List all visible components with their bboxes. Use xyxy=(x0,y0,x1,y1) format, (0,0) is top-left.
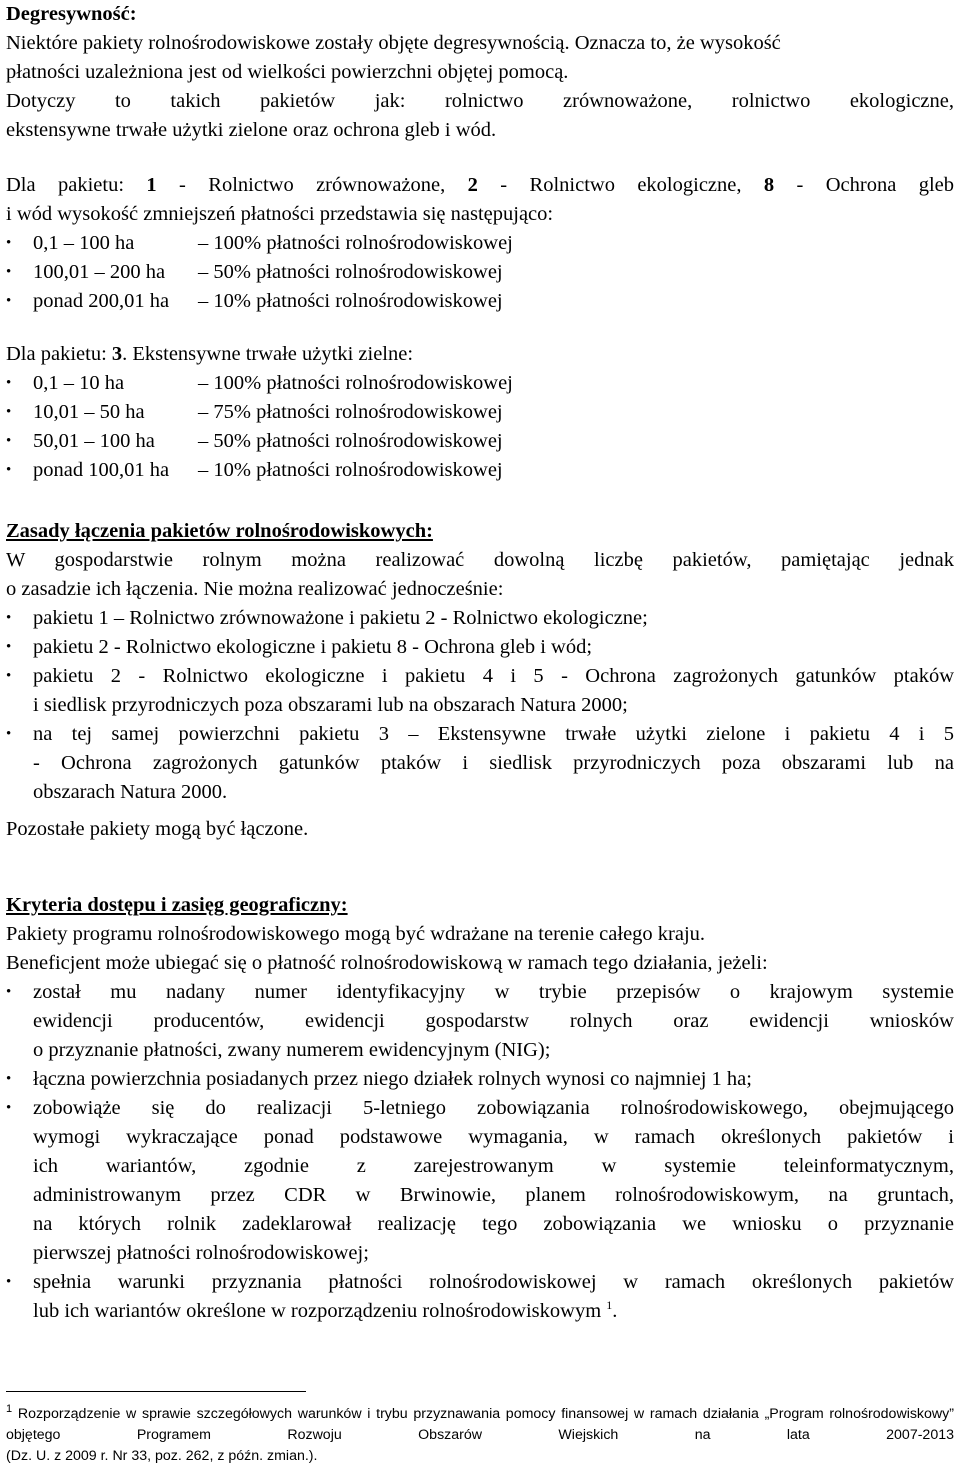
intro-text: Dla pakietu: xyxy=(6,174,147,196)
list-item xyxy=(6,1268,954,1326)
bullet-icon: • xyxy=(6,1071,12,1087)
list-item xyxy=(6,1094,954,1268)
paragraph-line: W gospodarstwie rolnym można realizować dowolną liczbę pakietów, pamiętając jednak xyxy=(6,549,954,571)
footnote-line: objętego Programem Rozwoju Obszarów Wiejskich na lata 2007-2013 xyxy=(6,1427,954,1443)
list-item-text-part: lub ich wariantów określone w rozporządzeniu rolnośrodowiskowym xyxy=(33,1300,602,1322)
list-item xyxy=(6,427,954,456)
list-item xyxy=(6,720,954,807)
package-number: 2 xyxy=(467,174,478,196)
list-item-text: ich wariantów, zgodnie z zarejestrowanym w systemie teleinformatycznym, xyxy=(33,1155,954,1177)
section-heading: Zasady łączenia pakietów rolnośrodowiskowych: xyxy=(6,520,433,542)
payment-share: – 50% płatności rolnośrodowiskowej xyxy=(198,261,503,283)
intro-text: . Ekstensywne trwałe użytki zielne: xyxy=(122,343,414,365)
list-item xyxy=(6,978,954,1065)
list-item-text: pakietu 2 - Rolnictwo ekologiczne i pakietu 4 i 5 - Ochrona zagrożonych gatunków ptaków xyxy=(33,665,954,687)
list-item-text: zobowiąże się do realizacji 5-letniego zobowiązania rolnośrodowiskowego, obejmującego xyxy=(33,1097,954,1119)
intro-text: - Rolnictwo ekologiczne, xyxy=(477,174,764,196)
payment-share: – 100% płatności rolnośrodowiskowej xyxy=(198,372,513,394)
list-item xyxy=(6,229,954,258)
area-range: ponad 100,01 ha xyxy=(33,459,170,481)
list-item-text: łączna powierzchnia posiadanych przez niego działek rolnych wynosi co najmniej 1 ha; xyxy=(33,1068,752,1090)
list-item-text: został mu nadany numer identyfikacyjny w trybie przepisów o krajowym systemie xyxy=(33,981,954,1003)
area-range: ponad 200,01 ha xyxy=(33,290,170,312)
package-number: 3 xyxy=(111,343,123,365)
list-item-text-part: . xyxy=(612,1300,618,1322)
list-item-text: o przyznanie płatności, zwany numerem ewidencyjnym (NIG); xyxy=(33,1039,551,1061)
payment-share: – 10% płatności rolnośrodowiskowej xyxy=(198,459,503,481)
list-item-text: wymogi wykraczające ponad podstawowe wymagania, w ramach określonych pakietów i xyxy=(33,1126,954,1148)
intro-text: Dla pakietu: xyxy=(6,343,112,365)
list-item-text: i siedlisk przyrodniczych poza obszarami lub na obszarach Natura 2000; xyxy=(33,694,628,716)
list-item-text: administrowanym przez CDR w Brwinowie, planem rolnośrodowiskowym, na gruntach, xyxy=(33,1184,954,1206)
footnote-marker: 1 xyxy=(6,1403,13,1415)
list-item xyxy=(6,287,954,316)
bullet-icon: • xyxy=(6,264,12,280)
section-packages-1-2-8 xyxy=(6,171,954,316)
section-heading: Kryteria dostępu i zasięg geograficzny: xyxy=(6,894,348,916)
list-item xyxy=(6,1065,954,1094)
payment-share: – 100% płatności rolnośrodowiskowej xyxy=(198,232,513,254)
bullet-icon: • xyxy=(6,610,12,626)
intro-text: - Ochrona gleb xyxy=(774,174,955,196)
section-degresywnosc xyxy=(6,0,954,145)
paragraph-line: płatności uzależniona jest od wielkości powierzchni objętej pomocą. xyxy=(6,61,569,83)
list-item xyxy=(6,456,954,485)
bullet-icon: • xyxy=(6,433,12,449)
bullet-icon: • xyxy=(6,375,12,391)
payment-share: – 75% płatności rolnośrodowiskowej xyxy=(198,401,503,423)
package-number: 8 xyxy=(763,174,775,196)
area-range: 50,01 – 100 ha xyxy=(33,430,155,452)
area-range: 0,1 – 100 ha xyxy=(33,232,135,254)
list-item xyxy=(6,633,954,662)
area-range: 100,01 – 200 ha xyxy=(33,261,166,283)
footnote-separator xyxy=(6,1391,306,1392)
footnote-line: (Dz. U. z 2009 r. Nr 33, poz. 262, z późn. zmian.). xyxy=(6,1448,318,1464)
bullet-icon: • xyxy=(6,668,12,684)
bullet-icon: • xyxy=(6,462,12,478)
list-item-text: na których rolnik zadeklarował realizację tego zobowiązania we wniosku o przyznanie xyxy=(33,1213,954,1235)
area-range: 10,01 – 50 ha xyxy=(33,401,145,423)
section-heading: Degresywność: xyxy=(6,3,137,25)
package-number: 1 xyxy=(146,174,157,196)
section-package-3 xyxy=(6,340,954,485)
list-item-text: pakietu 1 – Rolnictwo zrównoważone i pakietu 2 - Rolnictwo ekologiczne; xyxy=(33,607,648,629)
closing-text: Pozostałe pakiety mogą być łączone. xyxy=(6,818,309,840)
bullet-icon: • xyxy=(6,639,12,655)
paragraph-line: Niektóre pakiety rolnośrodowiskowe zostały objęte degresywnością. Oznacza to, że wysokość xyxy=(6,32,781,54)
area-range: 0,1 – 10 ha xyxy=(33,372,125,394)
paragraph-line: Dotyczy to takich pakietów jak: rolnictwo zrównoważone, rolnictwo ekologiczne, xyxy=(6,90,954,112)
section-kryteria xyxy=(6,891,954,1326)
list-item xyxy=(6,662,954,720)
section-zasady xyxy=(6,517,954,844)
list-item-text xyxy=(33,1297,954,1326)
list-item-text: obszarach Natura 2000. xyxy=(33,781,228,803)
footnote-text: Rozporządzenie w sprawie szczegółowych warunków i trybu przyznawania pomocy finansowej w ramach działania „Program rolnośrodowiskowy” xyxy=(17,1406,954,1422)
bullet-icon: • xyxy=(6,984,12,1000)
intro-line xyxy=(6,171,954,200)
bullet-icon: • xyxy=(6,1274,12,1290)
list-item-text: pakietu 2 - Rolnictwo ekologiczne i pakietu 8 - Ochrona gleb i wód; xyxy=(33,636,593,658)
intro-line xyxy=(6,340,954,369)
intro-line: i wód wysokość zmniejszeń płatności przedstawia się następująco: xyxy=(6,203,554,225)
paragraph-line: ekstensywne trwałe użytki zielone oraz ochrona gleb i wód. xyxy=(6,119,497,141)
list-item-text: pierwszej płatności rolnośrodowiskowej; xyxy=(33,1242,369,1264)
list-item xyxy=(6,398,954,427)
bullet-icon: • xyxy=(6,404,12,420)
footnote-line xyxy=(6,1404,954,1425)
list-item-text: spełnia warunki przyznania płatności rolnośrodowiskowej w ramach określonych pakietów xyxy=(33,1271,954,1293)
list-item-text: na tej samej powierzchni pakietu 3 – Ekstensywne trwałe użytki zielone i pakietu 4 i 5 xyxy=(33,723,954,745)
bullet-icon: • xyxy=(6,726,12,742)
bullet-icon: • xyxy=(6,293,12,309)
list-item xyxy=(6,258,954,287)
bullet-icon: • xyxy=(6,1100,12,1116)
paragraph-line: o zasadzie ich łączenia. Nie można realizować jednocześnie: xyxy=(6,578,504,600)
footnote xyxy=(6,1404,954,1467)
payment-share: – 10% płatności rolnośrodowiskowej xyxy=(198,290,503,312)
list-item-text: - Ochrona zagrożonych gatunków ptaków i siedlisk przyrodniczych poza obszarami lub na xyxy=(33,752,954,774)
list-item-text: ewidencji producentów, ewidencji gospodarstw rolnych oraz ewidencji wniosków xyxy=(33,1010,954,1032)
list-item xyxy=(6,604,954,633)
payment-share: – 50% płatności rolnośrodowiskowej xyxy=(198,430,503,452)
paragraph-line: Pakiety programu rolnośrodowiskowego mogą być wdrażane na terenie całego kraju. xyxy=(6,923,706,945)
footnote-reference[interactable]: 1 xyxy=(606,1298,613,1312)
intro-text: - Rolnictwo zrównoważone, xyxy=(156,174,468,196)
list-item xyxy=(6,369,954,398)
paragraph-line: Beneficjent może ubiegać się o płatność rolnośrodowiskową w ramach tego działania, jeżeli: xyxy=(6,952,768,974)
bullet-icon: • xyxy=(6,235,12,251)
